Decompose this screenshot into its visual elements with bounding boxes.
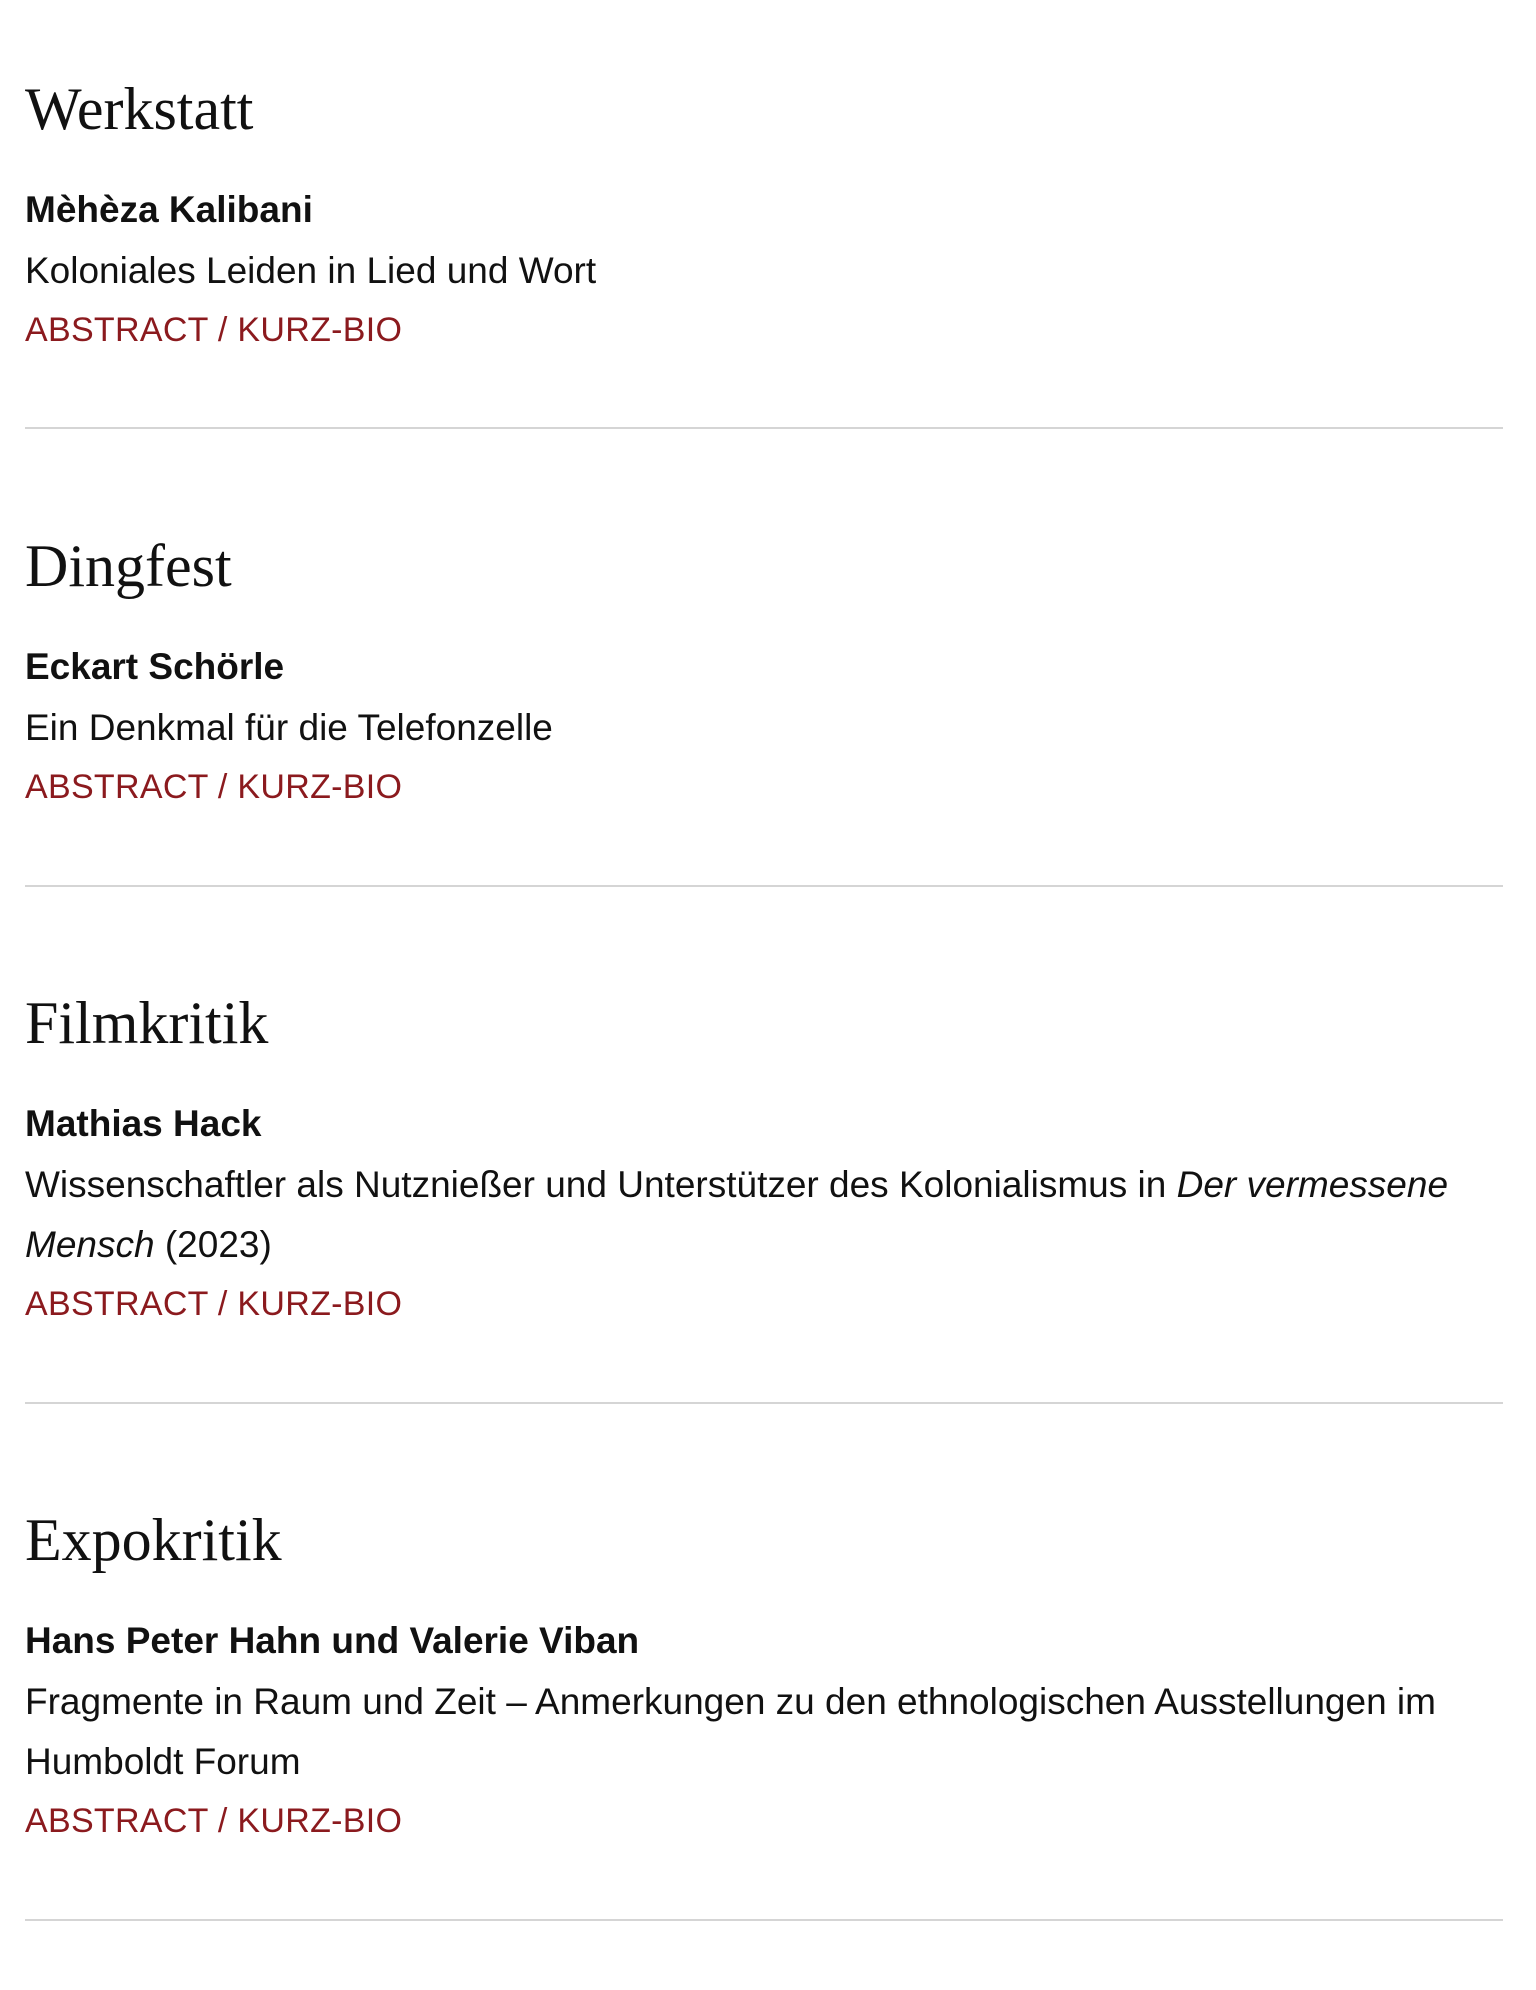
abstract-bio-link[interactable]: ABSTRACT / KURZ-BIO	[25, 768, 403, 806]
abstract-bio-link[interactable]: ABSTRACT / KURZ-BIO	[25, 311, 403, 349]
article-title-link[interactable]: Fragmente in Raum und Zeit – Anmerkungen zu den ethnologischen Ausstellungen im Humboldt Forum	[25, 1681, 1436, 1782]
abstract-bio-link[interactable]: ABSTRACT / KURZ-BIO	[25, 1802, 403, 1840]
article-title-link[interactable]	[25, 1155, 1503, 1275]
article-title-link[interactable]: Koloniales Leiden in Lied und Wort	[25, 250, 597, 291]
section-heading-dingfest: Dingfest	[25, 533, 232, 599]
section-heading-expokritik: Expokritik	[25, 1507, 282, 1573]
author-name: Mèhèza Kalibani	[25, 189, 313, 230]
abstract-bio-link[interactable]: ABSTRACT / KURZ-BIO	[25, 1285, 403, 1323]
section-divider	[25, 885, 1503, 887]
article-title-year: (2023)	[154, 1224, 272, 1265]
section-divider	[25, 1919, 1503, 1921]
author-name: Eckart Schörle	[25, 646, 285, 687]
section-divider	[25, 1402, 1503, 1404]
article-title-text: Wissenschaftler als Nutznießer und Unterstützer des Kolonialismus in	[25, 1164, 1177, 1205]
section-heading-werkstatt: Werkstatt	[25, 76, 254, 142]
article-title-link[interactable]: Ein Denkmal für die Telefonzelle	[25, 707, 553, 748]
author-name: Mathias Hack	[25, 1103, 262, 1144]
author-name: Hans Peter Hahn und Valerie Viban	[25, 1620, 640, 1661]
film-title: Der vermessene Mensch	[25, 1164, 1449, 1265]
section-divider	[25, 427, 1503, 429]
section-heading-filmkritik: Filmkritik	[25, 990, 269, 1056]
